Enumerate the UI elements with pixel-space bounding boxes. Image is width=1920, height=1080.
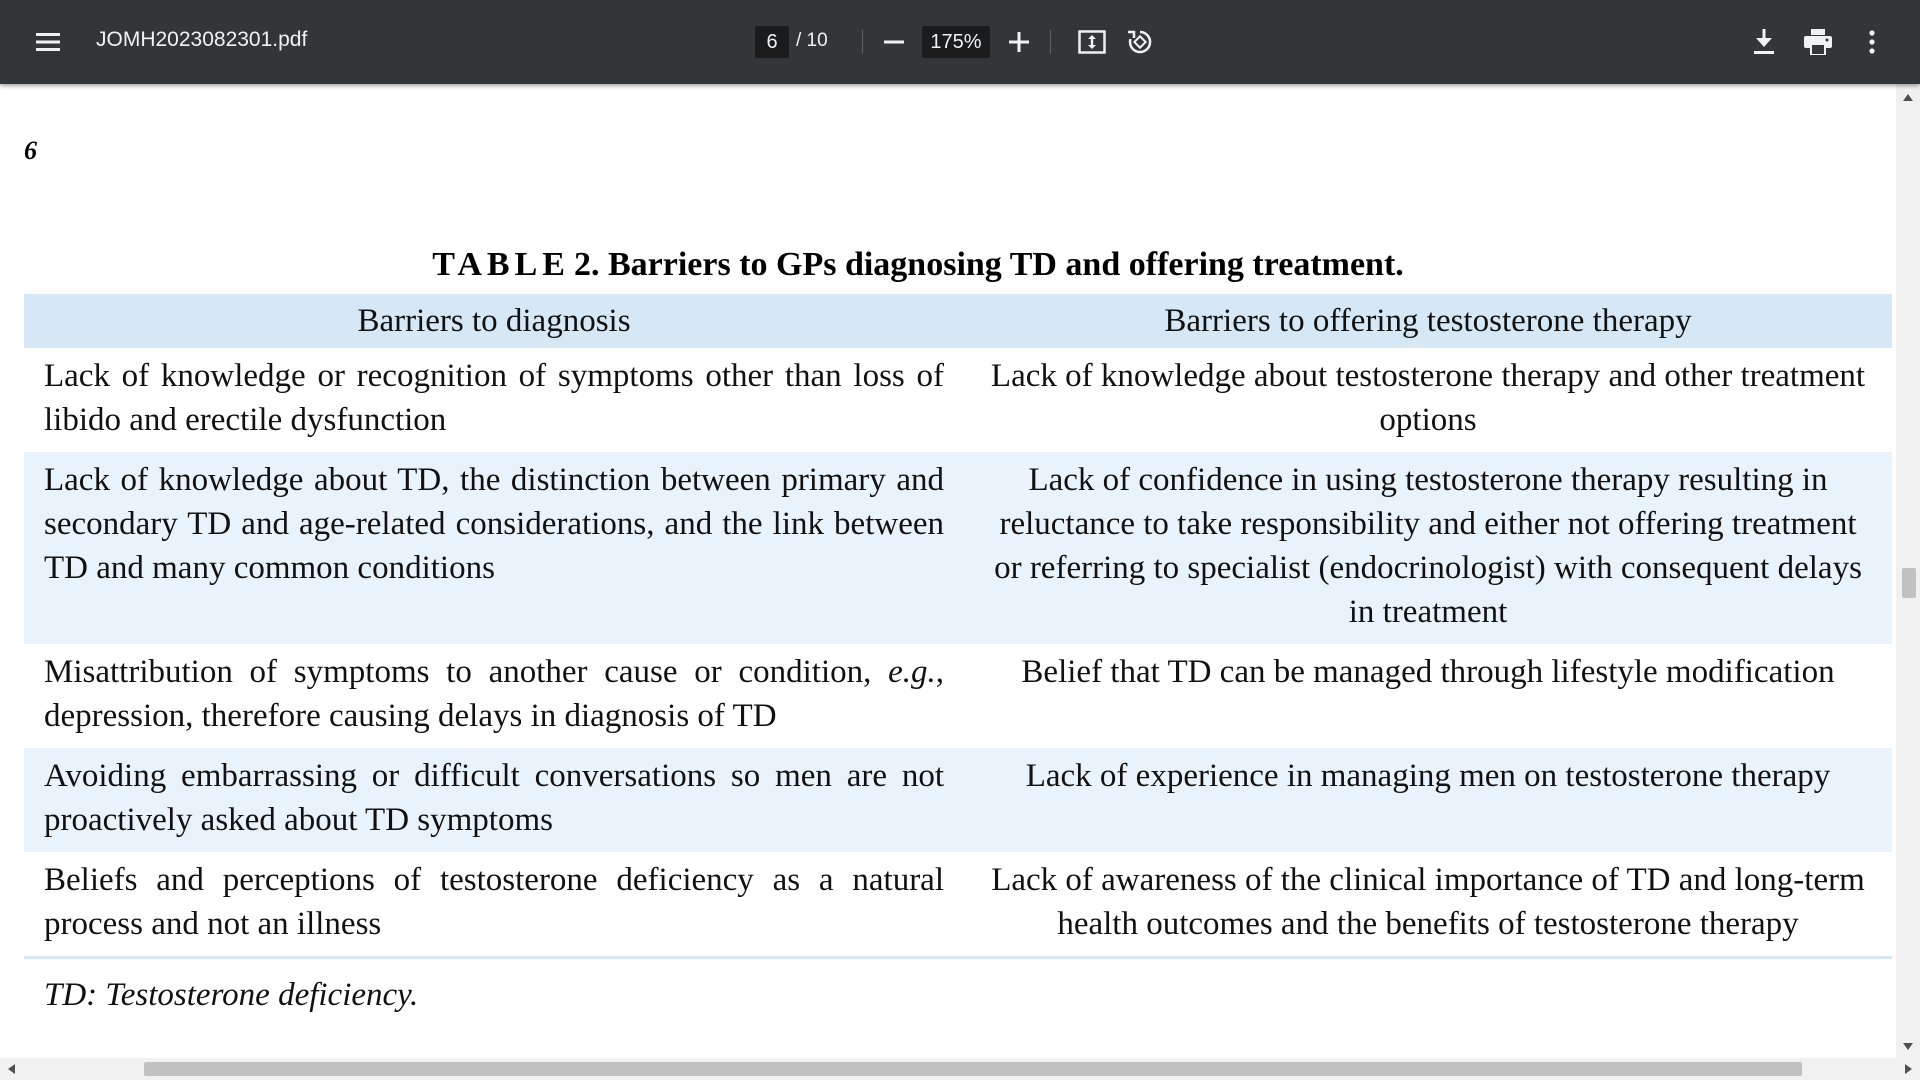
horizontal-scrollbar[interactable] <box>0 1058 1920 1080</box>
hamburger-menu-icon[interactable] <box>28 22 68 62</box>
pdf-toolbar <box>0 0 1920 84</box>
page-number: 6 <box>24 136 37 165</box>
table-cell: Belief that TD can be managed through lifestyle modification <box>1021 654 1835 690</box>
page-number-input[interactable]: 6 <box>755 26 789 58</box>
rotate-icon[interactable] <box>1120 22 1160 62</box>
table-cell: Beliefs and perceptions of testosterone deficiency as a natural process and not an illness <box>24 852 964 958</box>
table-cell: Avoiding embarrassing or difficult conversations so men are not proactively asked about TD symptoms <box>24 748 964 852</box>
table-cell: Lack of knowledge about TD, the distinction between primary and secondary TD and age-related considerations, and the link between TD and many common conditions <box>24 452 964 644</box>
toolbar-divider <box>862 30 863 54</box>
table-footnote: TD: Testosterone deficiency. <box>44 977 419 1013</box>
zoom-level-input[interactable]: 175% <box>922 26 990 58</box>
table-row <box>24 852 1892 958</box>
fit-to-page-icon[interactable] <box>1072 22 1112 62</box>
scroll-up-arrow-icon[interactable] <box>1903 94 1913 101</box>
page-total: / 10 <box>796 30 828 51</box>
table-cell: Lack of knowledge about testosterone therapy and other treatment options <box>990 358 1866 438</box>
table-title <box>0 246 1836 284</box>
table-cell <box>24 644 964 748</box>
scroll-left-arrow-icon[interactable] <box>8 1064 15 1074</box>
table-header-row <box>24 294 1892 348</box>
column-header: Barriers to diagnosis <box>24 294 964 348</box>
scroll-down-arrow-icon[interactable] <box>1903 1043 1913 1050</box>
table-cell: Lack of confidence in using testosterone therapy resulting in reluctance to take responsibility and either not offering treatment or referring to specialist (endocrinologist) with consequent delays in treatment <box>964 452 1892 644</box>
table-row <box>24 348 1892 452</box>
table-cell: Lack of experience in managing men on testosterone therapy <box>964 748 1892 852</box>
horizontal-scroll-thumb[interactable] <box>144 1062 1802 1076</box>
pdf-page-viewer[interactable] <box>0 84 1920 1080</box>
barriers-table <box>24 294 1892 959</box>
download-icon[interactable] <box>1744 22 1784 62</box>
table-row <box>24 748 1892 852</box>
zoom-out-icon[interactable] <box>874 22 914 62</box>
table-cell: Lack of awareness of the clinical importance of TD and long-term health outcomes and the benefits of testosterone therapy <box>964 852 1892 958</box>
zoom-in-icon[interactable] <box>999 22 1039 62</box>
scroll-right-arrow-icon[interactable] <box>1905 1064 1912 1074</box>
cell-text-italic: e.g. <box>888 654 936 690</box>
table-caption: 2. Barriers to GPs diagnosing TD and offering treatment. <box>573 246 1404 283</box>
toolbar-divider <box>1050 30 1051 54</box>
cell-text: Misattribution of symptoms to another cause or condition, <box>44 654 889 690</box>
table-cell: Lack of knowledge or recognition of symptoms other than loss of libido and erectile dysfunction <box>44 358 944 438</box>
column-header: Barriers to offering testosterone therapy <box>964 294 1892 348</box>
table-row <box>24 452 1892 644</box>
cell-text: , depression, therefore causing delays in diagnosis of TD <box>44 654 944 734</box>
vertical-scrollbar[interactable] <box>1896 84 1920 1060</box>
table-label: TABLE <box>432 246 570 283</box>
table-row <box>24 644 1892 748</box>
vertical-scroll-thumb[interactable] <box>1902 568 1916 598</box>
print-icon[interactable] <box>1798 22 1838 62</box>
document-title: JOMH2023082301.pdf <box>96 28 308 51</box>
more-options-icon[interactable] <box>1852 22 1892 62</box>
